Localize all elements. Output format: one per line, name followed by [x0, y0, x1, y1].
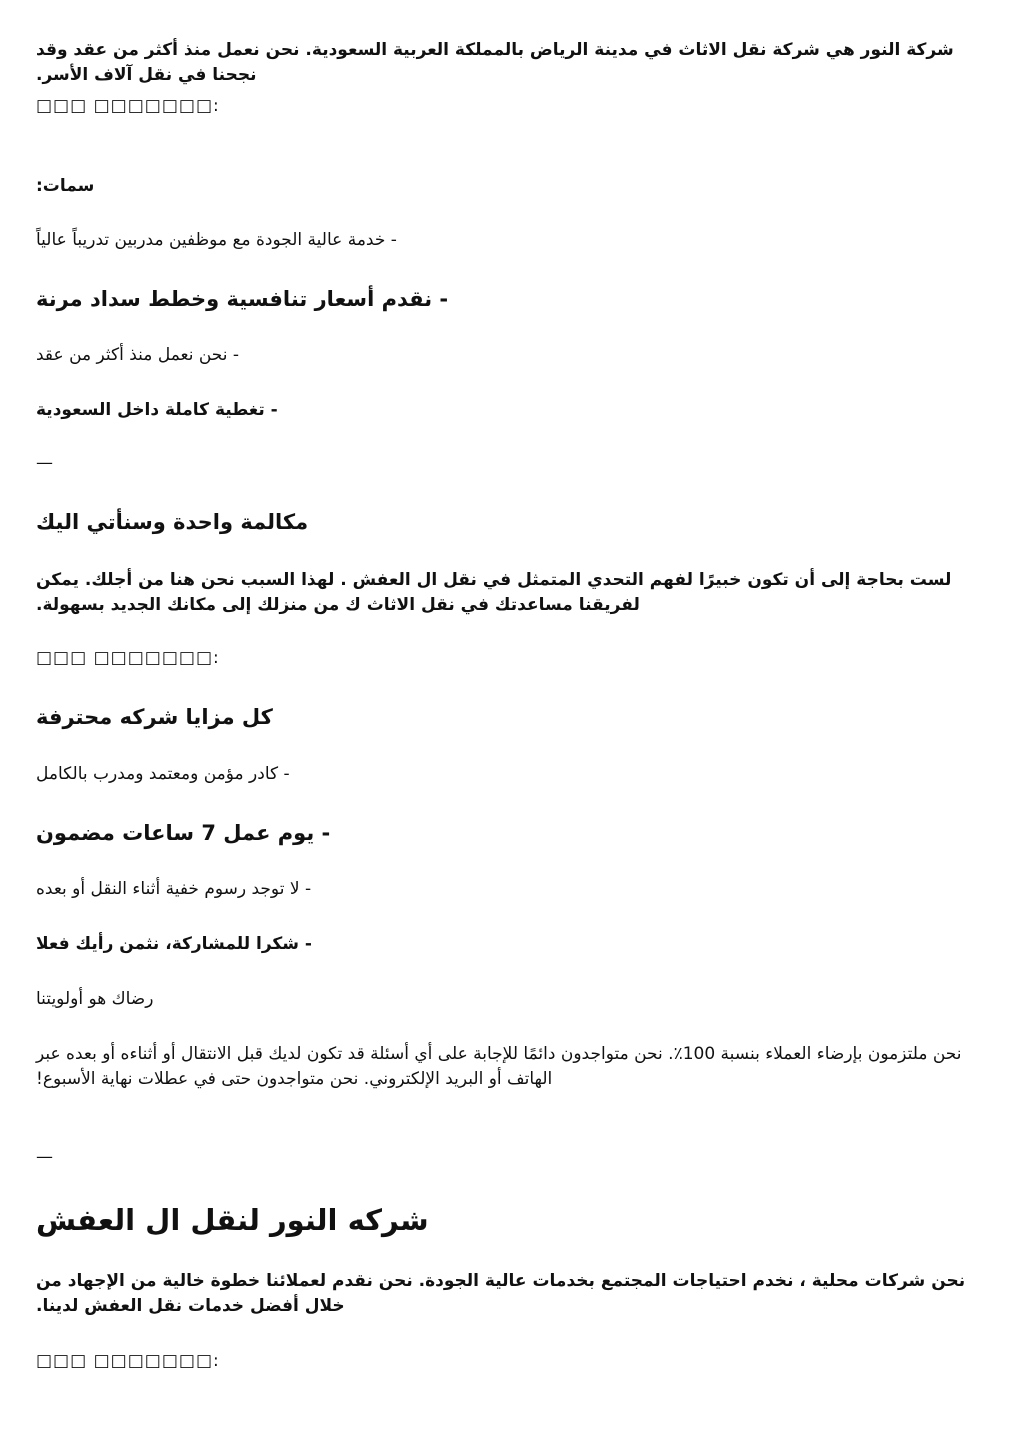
advantage-item: - يوم عمل 7 ساعات مضمون	[36, 821, 331, 845]
company-paragraph: نحن شركات محلية ، نخدم احتياجات المجتمع بخدمات عالية الجودة. نحن نقدم لعملائنا خطوة خالية من الإجهاد من خلال أفضل خدمات نقل العفش لدينا.	[36, 1271, 966, 1316]
call-title: مكالمة واحدة وسنأتي اليك	[36, 510, 309, 534]
advantage-item: - كادر مؤمن ومعتمد ومدرب بالكامل	[36, 764, 290, 784]
satisfaction-paragraph: نحن ملتزمون بإرضاء العملاء بنسبة 100٪. نحن متواجدون دائمًا للإجابة على أي أسئلة قد تكون لديك قبل الانتقال أو أثناءه أو بعده عبر الهاتف أو البريد الإلكتروني. نحن متواجدون حتى في عطلات نهاية الأسبوع!	[36, 1044, 962, 1089]
feature-item: - نقدم أسعار تنافسية وخطط سداد مرنة	[36, 287, 449, 311]
call-paragraph: لست بحاجة إلى أن تكون خبيرًا لفهم التحدي المتمثل في نقل ال العفش . لهذا السبب نحن هنا من أجلك. يمكن لفريقنا مساعدتك في نقل الاثاث ك من منزلك إلى مكانك الجديد بسهولة.	[36, 570, 952, 615]
feature-item: - خدمة عالية الجودة مع موظفين مدربين تدريباً عالياً	[36, 230, 397, 250]
separator: —	[36, 1147, 53, 1167]
feature-item: - نحن نعمل منذ أكثر من عقد	[36, 345, 240, 365]
intro-paragraph: شركة النور هي شركة نقل الاثاث في مدينة الرياض بالمملكة العربية السعودية. نحن نعمل منذ أكثر من عقد وقد نجحنا في نقل آلاف الأسر.	[36, 40, 954, 85]
satisfaction-title: رضاك هو أولويتنا	[36, 989, 154, 1009]
advantage-item: - شكرا للمشاركة، نثمن رأيك فعلا	[36, 934, 312, 954]
advantages-title: كل مزايا شركه محترفة	[36, 705, 273, 729]
features-title: سمات:	[36, 176, 95, 196]
feature-item: - تغطية كاملة داخل السعودية	[36, 400, 278, 420]
company-title: شركه النور لنقل ال العفش	[36, 1203, 429, 1237]
broken-label: □□□ □□□□□□□:	[36, 1351, 220, 1371]
advantage-item: - لا توجد رسوم خفية أثناء النقل أو بعده	[36, 879, 312, 899]
broken-label: □□□ □□□□□□□:	[36, 96, 220, 116]
broken-label: □□□ □□□□□□□:	[36, 648, 220, 668]
separator: —	[36, 453, 53, 473]
